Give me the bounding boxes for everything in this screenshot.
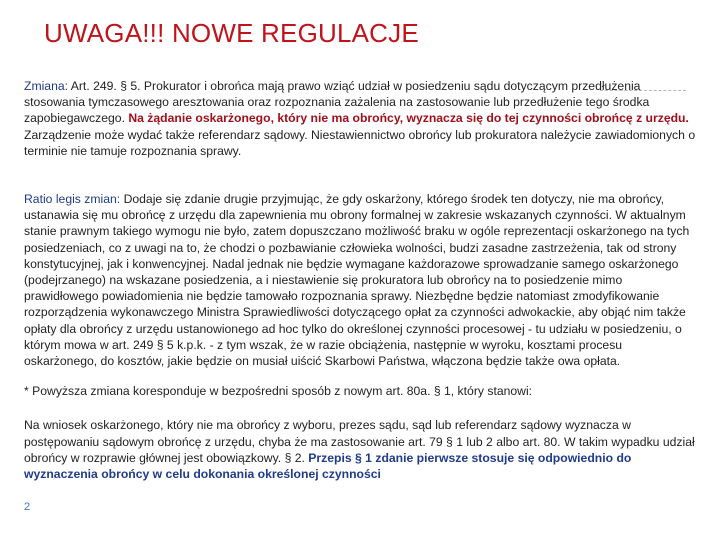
ratio-legis-paragraph <box>24 191 696 369</box>
article-80a-text: Na wniosek oskarżonego, który nie ma obrońcy z wyboru, prezes sądu, sąd lub referendarz sądowy wyznacza w postępowaniu sądowym obrońcę z urzędu, chyba że ma zastosowanie art. 79 § 1 lub 2 albo art. 80. W takim wypadku udział obrońcy w rozprawie głównej jest obowiązkowy. § 2. <box>24 418 695 465</box>
slide-body <box>24 78 696 482</box>
amendment-highlight: Na żądanie oskarżonego, który nie ma obrońcy, wyznacza się do tej czynności obrońcę z urzędu. <box>128 111 689 126</box>
amendment-text: Art. 249. § 5. Prokurator i obrońca mają prawo wziąć udział w posiedzeniu sądu dotyczącym przedłużenia stosowania tymczasowego aresztowania oraz rozpoznania zażalenia na zastosowanie lub przedłużenie tego środka zapobiegawczego. <box>24 79 650 126</box>
amendment-label: Zmiana: <box>24 79 69 93</box>
note-paragraph: * Powyższa zmiana koresponduje w bezpośredni sposób z nowym art. 80a. § 1, który stanowi: <box>24 384 533 399</box>
slide-title: UWAGA!!! NOWE REGULACJE <box>44 18 419 48</box>
page-number: 2 <box>24 501 31 513</box>
ratio-legis-label: Ratio legis zmian: <box>24 192 121 207</box>
amendment-paragraph <box>24 78 696 159</box>
article-80a-highlight: Przepis § 1 zdanie pierwsze stosuje się odpowiednio do wyznaczenia obrońcy w celu dokonania określonej czynności <box>24 450 632 482</box>
article-80a-paragraph <box>24 417 696 482</box>
amendment-text-end: Zarządzenie może wydać także referendarz sądowy. Niestawiennictwo obrońcy lub prokuratora należycie zawiadomionych o terminie nie tamuje rozpoznania sprawy. <box>24 127 696 158</box>
ratio-legis-text: Dodaje się zdanie drugie przyjmując, że gdy oskarżony, którego środek ten dotyczy, nie ma obrońcy, ustanawia się mu obrońcę z urzędu dla zapewnienia mu obrony formalnej w zakresie wskazanych czynności. W aktualnym stanie prawnym takiego wymogu nie było, zatem dopuszczano możliwość braku w ogóle reprezentacji oskarżonego na tych posiedzeniach, co z uwagi na to, że chodzi o pozbawianie człowieka wolności, budzi zasadne zastrzeżenia, tak od strony konstytucyjnej, jak i konwencyjnej. Nadal jednak nie będzie wymagane każdorazowe sprowadzanie samego oskarżonego (podejrzanego) na wskazane posiedzenia, a i niestawienie się prokuratora lub obrońcy na to posiedzenie mimo prawidłowego powiadomienia nie będzie tamowało rozpoznania sprawy. Niezbędne będzie natomiast zmodyfikowanie rozporządzenia wykonawczego Ministra Sprawiedliwości dotyczącego opłat za czynności adwokackie, aby objąć nim także opłaty dla obrońcy z urzędu ustanowionego ad hoc tylko do określonej czynności procesowej - tu udziału w posiedzeniu, o którym mowa w art. 249 § 5 k.p.k. - z tym wszak, że w razie obciążenia, następnie w wyroku, kosztami procesu oskarżonego, do kosztów, jakie będzie on musiał uiścić Skarbowi Państwa, włączona będzie także owa opłata. <box>24 192 690 369</box>
